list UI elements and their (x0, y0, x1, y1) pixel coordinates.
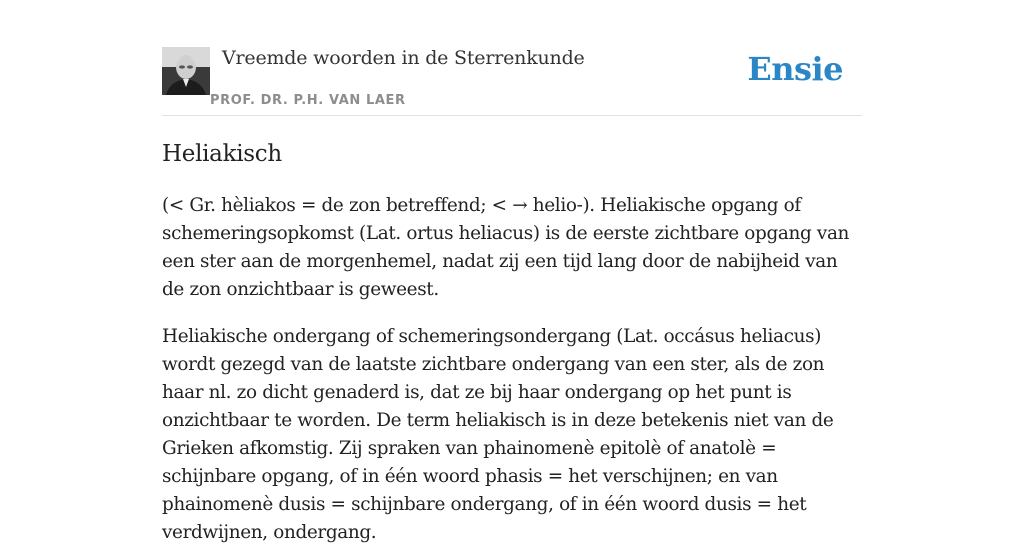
header (162, 46, 862, 116)
author-avatar[interactable] (162, 47, 210, 95)
ensie-logo[interactable]: Ensie (747, 50, 843, 88)
entry-content (162, 137, 862, 547)
author-name[interactable]: PROF. DR. P.H. VAN LAER (210, 93, 406, 108)
entry-paragraph-2: Heliakische ondergang of schemeringsondergang (Lat. occásus heliacus) wordt gezegd van de laatste zichtbare ondergang van een ster, als de zon haar nl. zo dicht genaderd is, dat ze bij haar ondergang op het punt is onzichtbaar te worden. De term heliakisch is in deze betekenis niet van de Grieken afkomstig. Zij spraken van phainomenè epitolè of anatolè = schijnbare opgang, of in één woord phasis = het verschijnen; en van phainomenè dusis = schijnbare ondergang, of in één woord dusis = het verdwijnen, ondergang. (162, 326, 834, 543)
entry-paragraph-1: (< Gr. hèliakos = de zon betreffend; < → helio-). Heliakische opgang of schemeringsopkomst (Lat. ortus heliacus) is de eerste zichtbare opgang van een ster aan de morgenhemel, nadat zij een tijd lang door de nabijheid van de zon onzichtbaar is geweest. (162, 195, 850, 300)
entry-title: Heliakisch (162, 141, 282, 167)
author-portrait-icon (162, 47, 210, 95)
book-title[interactable]: Vreemde woorden in de Sterrenkunde (222, 47, 585, 69)
